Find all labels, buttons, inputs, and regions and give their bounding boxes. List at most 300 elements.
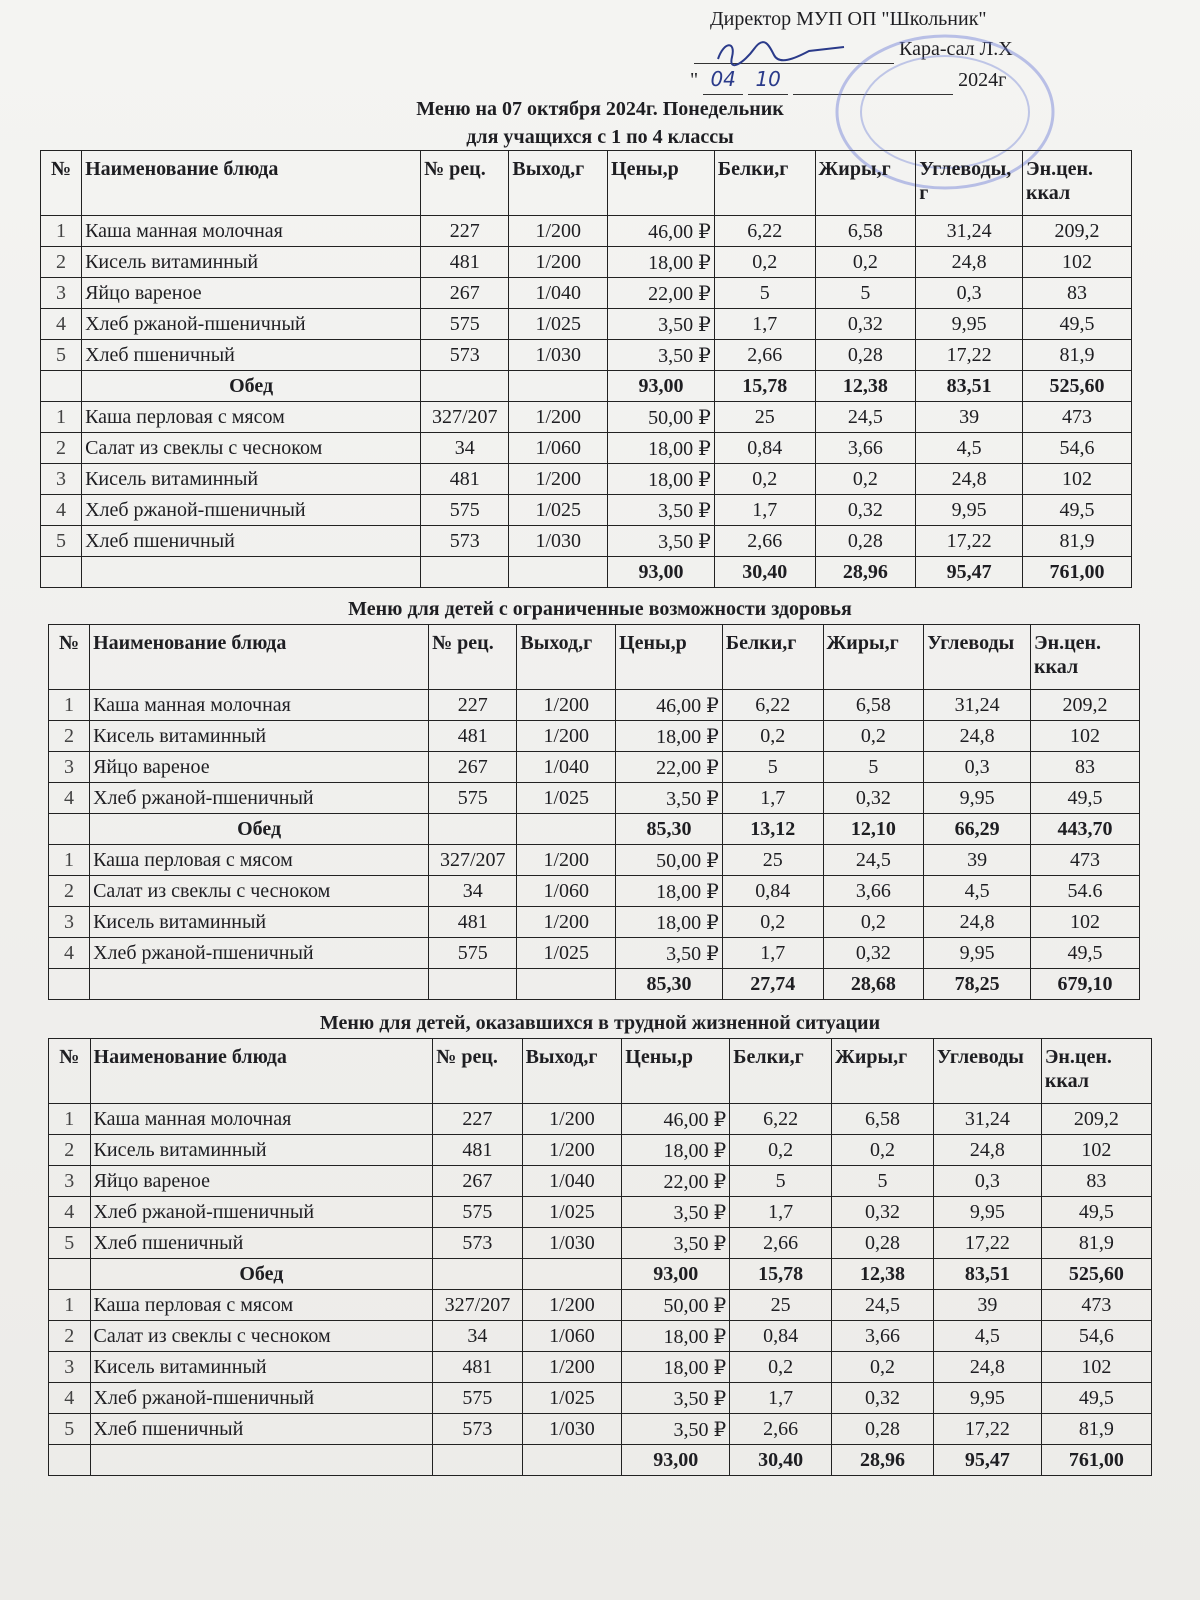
cell-out: 1/025 bbox=[509, 495, 608, 526]
cell-prot: 2,66 bbox=[714, 340, 815, 371]
total-prot: 30,40 bbox=[714, 557, 815, 588]
cell-n: 5 bbox=[49, 1414, 91, 1445]
cell-carb: 17,22 bbox=[933, 1228, 1041, 1259]
menu-table-limited-health bbox=[48, 624, 1140, 1000]
cell-out: 1/200 bbox=[509, 464, 608, 495]
cell-name: Хлеб ржаной-пшеничный bbox=[90, 1197, 433, 1228]
empty-cell bbox=[421, 371, 509, 402]
total-en: 761,00 bbox=[1023, 557, 1132, 588]
cell-prot: 2,66 bbox=[730, 1228, 832, 1259]
column-header: Углеводы bbox=[933, 1039, 1041, 1104]
cell-name: Хлеб ржаной-пшеничный bbox=[90, 783, 429, 814]
cell-carb: 4,5 bbox=[916, 433, 1023, 464]
cell-n: 2 bbox=[49, 1135, 91, 1166]
cell-fat: 0,28 bbox=[815, 526, 916, 557]
cell-prot: 0,84 bbox=[714, 433, 815, 464]
table-header-row bbox=[49, 625, 1140, 690]
cell-prot: 0,2 bbox=[722, 907, 823, 938]
cell-name: Каша манная молочная bbox=[90, 1104, 433, 1135]
cell-name: Хлеб ржаной-пшеничный bbox=[90, 938, 429, 969]
table-row bbox=[49, 845, 1140, 876]
table-row bbox=[49, 752, 1140, 783]
cell-price: 18,00 ₽ bbox=[616, 876, 723, 907]
cell-carb: 4,5 bbox=[924, 876, 1031, 907]
cell-prot: 2,66 bbox=[730, 1414, 832, 1445]
cell-out: 1/060 bbox=[517, 876, 616, 907]
cell-rec: 34 bbox=[433, 1321, 522, 1352]
cell-n: 3 bbox=[49, 1166, 91, 1197]
cell-price: 18,00 ₽ bbox=[616, 907, 723, 938]
cell-en: 102 bbox=[1031, 721, 1140, 752]
cell-rec: 227 bbox=[421, 216, 509, 247]
cell-prot: 0,2 bbox=[730, 1352, 832, 1383]
table-row bbox=[49, 1135, 1152, 1166]
cell-n: 1 bbox=[49, 1104, 91, 1135]
empty-cell bbox=[433, 1259, 522, 1290]
empty-cell bbox=[429, 814, 517, 845]
cell-name: Каша перловая с мясом bbox=[82, 402, 421, 433]
cell-en: 54,6 bbox=[1041, 1321, 1151, 1352]
cell-fat: 0,2 bbox=[823, 721, 924, 752]
date-day: 04 bbox=[703, 64, 743, 95]
cell-fat: 0,28 bbox=[832, 1414, 934, 1445]
cell-n: 1 bbox=[49, 1290, 91, 1321]
column-header: № bbox=[49, 625, 90, 690]
cell-fat: 0,28 bbox=[832, 1228, 934, 1259]
cell-fat: 24,5 bbox=[823, 845, 924, 876]
cell-fat: 6,58 bbox=[823, 690, 924, 721]
cell-en: 102 bbox=[1041, 1135, 1151, 1166]
cell-name: Кисель витаминный bbox=[90, 1135, 433, 1166]
cell-carb: 4,5 bbox=[933, 1321, 1041, 1352]
cell-rec: 481 bbox=[433, 1135, 522, 1166]
cell-fat: 24,5 bbox=[815, 402, 916, 433]
column-header: Цены,р bbox=[616, 625, 723, 690]
cell-price: 22,00 ₽ bbox=[622, 1166, 730, 1197]
total-price: 93,00 bbox=[622, 1445, 730, 1476]
cell-out: 1/025 bbox=[509, 309, 608, 340]
cell-rec: 575 bbox=[429, 938, 517, 969]
cell-name: Кисель витаминный bbox=[90, 907, 429, 938]
date-quote: " bbox=[690, 69, 699, 91]
cell-rec: 481 bbox=[421, 247, 509, 278]
total-fat: 28,96 bbox=[832, 1445, 934, 1476]
cell-en: 473 bbox=[1023, 402, 1132, 433]
table-row bbox=[41, 464, 1132, 495]
cell-name: Хлеб ржаной-пшеничный bbox=[82, 309, 421, 340]
total-price: 93,00 bbox=[622, 1259, 730, 1290]
cell-carb: 39 bbox=[924, 845, 1031, 876]
total-carb: 83,51 bbox=[933, 1259, 1041, 1290]
total-fat: 12,38 bbox=[815, 371, 916, 402]
cell-out: 1/200 bbox=[517, 845, 616, 876]
cell-price: 3,50 ₽ bbox=[622, 1228, 730, 1259]
cell-rec: 575 bbox=[421, 309, 509, 340]
cell-fat: 5 bbox=[815, 278, 916, 309]
empty-cell bbox=[429, 969, 517, 1000]
table-row bbox=[41, 247, 1132, 278]
cell-en: 49,5 bbox=[1041, 1197, 1151, 1228]
cell-prot: 6,22 bbox=[722, 690, 823, 721]
cell-prot: 1,7 bbox=[722, 938, 823, 969]
empty-cell bbox=[49, 814, 90, 845]
date-year: 2024г bbox=[958, 69, 1007, 91]
cell-en: 209,2 bbox=[1031, 690, 1140, 721]
cell-carb: 9,95 bbox=[924, 938, 1031, 969]
cell-prot: 1,7 bbox=[730, 1383, 832, 1414]
table-row bbox=[41, 402, 1132, 433]
empty-cell bbox=[41, 557, 82, 588]
total-prot: 27,74 bbox=[722, 969, 823, 1000]
cell-rec: 327/207 bbox=[429, 845, 517, 876]
cell-name: Хлеб пшеничный bbox=[90, 1414, 433, 1445]
cell-n: 4 bbox=[49, 1383, 91, 1414]
lunch-label: Обед bbox=[90, 814, 429, 845]
empty-cell bbox=[433, 1445, 522, 1476]
column-header: Белки,г bbox=[722, 625, 823, 690]
total-carb: 95,47 bbox=[916, 557, 1023, 588]
table-header-row bbox=[41, 151, 1132, 216]
cell-rec: 573 bbox=[433, 1228, 522, 1259]
total-price: 93,00 bbox=[608, 371, 715, 402]
table-row bbox=[49, 938, 1140, 969]
cell-out: 1/200 bbox=[522, 1352, 622, 1383]
menu-subtitle: для учащихся с 1 по 4 классы bbox=[466, 126, 734, 148]
cell-n: 2 bbox=[41, 433, 82, 464]
table-row bbox=[41, 340, 1132, 371]
cell-en: 209,2 bbox=[1041, 1104, 1151, 1135]
cell-out: 1/060 bbox=[509, 433, 608, 464]
cell-en: 81,9 bbox=[1041, 1228, 1151, 1259]
total-carb: 95,47 bbox=[933, 1445, 1041, 1476]
cell-rec: 267 bbox=[429, 752, 517, 783]
cell-n: 2 bbox=[49, 721, 90, 752]
signature-line bbox=[694, 45, 894, 64]
cell-name: Яйцо вареное bbox=[90, 752, 429, 783]
total-fat: 28,96 bbox=[815, 557, 916, 588]
date-month: 10 bbox=[748, 64, 788, 95]
cell-name: Каша перловая с мясом bbox=[90, 1290, 433, 1321]
cell-name: Яйцо вареное bbox=[82, 278, 421, 309]
cell-fat: 5 bbox=[832, 1166, 934, 1197]
empty-cell bbox=[49, 1445, 91, 1476]
cell-name: Кисель витаминный bbox=[90, 721, 429, 752]
cell-n: 2 bbox=[49, 876, 90, 907]
cell-fat: 0,32 bbox=[815, 309, 916, 340]
cell-n: 3 bbox=[49, 907, 90, 938]
cell-name: Хлеб ржаной-пшеничный bbox=[90, 1383, 433, 1414]
cell-rec: 327/207 bbox=[421, 402, 509, 433]
total-carb: 83,51 bbox=[916, 371, 1023, 402]
cell-out: 1/200 bbox=[509, 216, 608, 247]
cell-carb: 0,3 bbox=[924, 752, 1031, 783]
date-blank-line bbox=[793, 76, 953, 95]
cell-n: 3 bbox=[41, 278, 82, 309]
cell-out: 1/060 bbox=[522, 1321, 622, 1352]
cell-en: 83 bbox=[1023, 278, 1132, 309]
cell-carb: 24,8 bbox=[916, 464, 1023, 495]
cell-en: 102 bbox=[1023, 464, 1132, 495]
cell-rec: 575 bbox=[433, 1383, 522, 1414]
empty-cell bbox=[90, 969, 429, 1000]
column-header: Выход,г bbox=[509, 151, 608, 216]
cell-out: 1/030 bbox=[509, 340, 608, 371]
cell-en: 54,6 bbox=[1023, 433, 1132, 464]
column-header: Эн.цен. ккал bbox=[1023, 151, 1132, 216]
cell-price: 3,50 ₽ bbox=[616, 783, 723, 814]
total-carb: 66,29 bbox=[924, 814, 1031, 845]
empty-cell bbox=[509, 371, 608, 402]
column-header: Углеводы, г bbox=[916, 151, 1023, 216]
cell-n: 4 bbox=[49, 1197, 91, 1228]
column-header: Жиры,г bbox=[823, 625, 924, 690]
cell-fat: 3,66 bbox=[823, 876, 924, 907]
column-header: Наименование блюда bbox=[82, 151, 421, 216]
cell-carb: 9,95 bbox=[924, 783, 1031, 814]
cell-name: Каша манная молочная bbox=[90, 690, 429, 721]
cell-carb: 39 bbox=[933, 1290, 1041, 1321]
cell-prot: 25 bbox=[722, 845, 823, 876]
cell-name: Каша манная молочная bbox=[82, 216, 421, 247]
cell-prot: 5 bbox=[714, 278, 815, 309]
cell-name: Кисель витаминный bbox=[82, 464, 421, 495]
column-header: Выход,г bbox=[517, 625, 616, 690]
cell-price: 18,00 ₽ bbox=[608, 464, 715, 495]
cell-n: 5 bbox=[41, 340, 82, 371]
empty-cell bbox=[509, 557, 608, 588]
cell-out: 1/200 bbox=[517, 907, 616, 938]
cell-fat: 0,32 bbox=[823, 938, 924, 969]
subtotal-row bbox=[49, 814, 1140, 845]
total-prot: 15,78 bbox=[730, 1259, 832, 1290]
empty-cell bbox=[421, 557, 509, 588]
cell-en: 81,9 bbox=[1023, 340, 1132, 371]
table-row bbox=[49, 1228, 1152, 1259]
cell-carb: 31,24 bbox=[933, 1104, 1041, 1135]
cell-rec: 481 bbox=[429, 907, 517, 938]
cell-prot: 6,22 bbox=[730, 1104, 832, 1135]
empty-cell bbox=[41, 371, 82, 402]
cell-price: 46,00 ₽ bbox=[616, 690, 723, 721]
cell-out: 1/025 bbox=[517, 783, 616, 814]
cell-rec: 34 bbox=[429, 876, 517, 907]
cell-carb: 24,8 bbox=[933, 1352, 1041, 1383]
cell-en: 209,2 bbox=[1023, 216, 1132, 247]
empty-cell bbox=[517, 814, 616, 845]
cell-prot: 0,2 bbox=[722, 721, 823, 752]
total-en: 761,00 bbox=[1041, 1445, 1151, 1476]
column-header: Углеводы bbox=[924, 625, 1031, 690]
cell-out: 1/040 bbox=[522, 1166, 622, 1197]
total-price: 93,00 bbox=[608, 557, 715, 588]
cell-carb: 9,95 bbox=[916, 309, 1023, 340]
column-header: Жиры,г bbox=[815, 151, 916, 216]
cell-carb: 9,95 bbox=[933, 1383, 1041, 1414]
cell-en: 83 bbox=[1041, 1166, 1151, 1197]
cell-prot: 0,2 bbox=[730, 1135, 832, 1166]
cell-en: 102 bbox=[1031, 907, 1140, 938]
menu-title: Меню на 07 октября 2024г. Понедельник bbox=[416, 98, 784, 120]
subtotal-row bbox=[49, 1259, 1152, 1290]
cell-out: 1/040 bbox=[509, 278, 608, 309]
table-row bbox=[49, 1352, 1152, 1383]
table-row bbox=[41, 278, 1132, 309]
approval-signature-line bbox=[690, 34, 1080, 64]
empty-cell bbox=[90, 1445, 433, 1476]
cell-rec: 481 bbox=[421, 464, 509, 495]
cell-carb: 17,22 bbox=[916, 340, 1023, 371]
cell-rec: 573 bbox=[433, 1414, 522, 1445]
director-name: Кара-сал Л.Х bbox=[899, 38, 1013, 60]
cell-fat: 6,58 bbox=[832, 1104, 934, 1135]
total-price: 85,30 bbox=[616, 969, 723, 1000]
cell-en: 49,5 bbox=[1031, 938, 1140, 969]
cell-prot: 0,2 bbox=[714, 247, 815, 278]
cell-prot: 6,22 bbox=[714, 216, 815, 247]
cell-carb: 24,8 bbox=[933, 1135, 1041, 1166]
subtotal-row bbox=[41, 371, 1132, 402]
cell-prot: 1,7 bbox=[714, 309, 815, 340]
total-en: 525,60 bbox=[1041, 1259, 1151, 1290]
table-header-row bbox=[49, 1039, 1152, 1104]
cell-name: Хлеб пшеничный bbox=[82, 340, 421, 371]
lunch-label: Обед bbox=[90, 1259, 433, 1290]
cell-fat: 3,66 bbox=[815, 433, 916, 464]
cell-out: 1/200 bbox=[522, 1290, 622, 1321]
cell-out: 1/200 bbox=[517, 721, 616, 752]
cell-carb: 39 bbox=[916, 402, 1023, 433]
column-header: Белки,г bbox=[730, 1039, 832, 1104]
cell-out: 1/030 bbox=[509, 526, 608, 557]
menu-table-difficult-situation bbox=[48, 1038, 1152, 1476]
cell-out: 1/200 bbox=[522, 1104, 622, 1135]
cell-rec: 575 bbox=[421, 495, 509, 526]
cell-fat: 0,2 bbox=[823, 907, 924, 938]
approval-date bbox=[690, 64, 1080, 94]
cell-carb: 31,24 bbox=[916, 216, 1023, 247]
cell-name: Салат из свеклы с чесноком bbox=[90, 876, 429, 907]
total-row bbox=[41, 557, 1132, 588]
cell-carb: 0,3 bbox=[933, 1166, 1041, 1197]
cell-carb: 9,95 bbox=[916, 495, 1023, 526]
cell-en: 102 bbox=[1041, 1352, 1151, 1383]
cell-carb: 0,3 bbox=[916, 278, 1023, 309]
cell-fat: 0,2 bbox=[815, 464, 916, 495]
empty-cell bbox=[49, 969, 90, 1000]
cell-en: 102 bbox=[1023, 247, 1132, 278]
cell-en: 49,5 bbox=[1023, 495, 1132, 526]
column-header: Выход,г bbox=[522, 1039, 622, 1104]
cell-rec: 575 bbox=[433, 1197, 522, 1228]
cell-prot: 1,7 bbox=[730, 1197, 832, 1228]
menu-table-grades-1-4 bbox=[40, 150, 1132, 588]
cell-price: 3,50 ₽ bbox=[616, 938, 723, 969]
table-row bbox=[41, 526, 1132, 557]
total-prot: 30,40 bbox=[730, 1445, 832, 1476]
cell-n: 2 bbox=[49, 1321, 91, 1352]
cell-en: 49,5 bbox=[1041, 1383, 1151, 1414]
cell-prot: 0,84 bbox=[730, 1321, 832, 1352]
column-header: Жиры,г bbox=[832, 1039, 934, 1104]
total-price: 85,30 bbox=[616, 814, 723, 845]
approval-block bbox=[690, 4, 1080, 94]
cell-name: Салат из свеклы с чесноком bbox=[82, 433, 421, 464]
cell-carb: 17,22 bbox=[933, 1414, 1041, 1445]
cell-rec: 267 bbox=[433, 1166, 522, 1197]
cell-name: Салат из свеклы с чесноком bbox=[90, 1321, 433, 1352]
cell-rec: 481 bbox=[429, 721, 517, 752]
total-row bbox=[49, 969, 1140, 1000]
cell-n: 4 bbox=[49, 783, 90, 814]
cell-price: 22,00 ₽ bbox=[616, 752, 723, 783]
table-row bbox=[49, 1166, 1152, 1197]
cell-price: 3,50 ₽ bbox=[608, 309, 715, 340]
cell-carb: 17,22 bbox=[916, 526, 1023, 557]
total-en: 443,70 bbox=[1031, 814, 1140, 845]
total-fat: 12,10 bbox=[823, 814, 924, 845]
table-row bbox=[41, 433, 1132, 464]
cell-name: Кисель витаминный bbox=[82, 247, 421, 278]
cell-out: 1/030 bbox=[522, 1414, 622, 1445]
cell-rec: 481 bbox=[433, 1352, 522, 1383]
cell-name: Кисель витаминный bbox=[90, 1352, 433, 1383]
column-header: № рец. bbox=[429, 625, 517, 690]
column-header: № рец. bbox=[433, 1039, 522, 1104]
cell-n: 1 bbox=[49, 845, 90, 876]
cell-prot: 25 bbox=[714, 402, 815, 433]
cell-rec: 573 bbox=[421, 526, 509, 557]
cell-out: 1/025 bbox=[517, 938, 616, 969]
cell-carb: 24,8 bbox=[916, 247, 1023, 278]
table-row bbox=[49, 721, 1140, 752]
cell-en: 49,5 bbox=[1031, 783, 1140, 814]
cell-price: 18,00 ₽ bbox=[622, 1135, 730, 1166]
cell-rec: 267 bbox=[421, 278, 509, 309]
cell-fat: 0,32 bbox=[832, 1197, 934, 1228]
table-row bbox=[49, 690, 1140, 721]
cell-n: 1 bbox=[49, 690, 90, 721]
cell-en: 49,5 bbox=[1023, 309, 1132, 340]
cell-fat: 0,28 bbox=[815, 340, 916, 371]
cell-fat: 24,5 bbox=[832, 1290, 934, 1321]
table-row bbox=[41, 495, 1132, 526]
cell-en: 81,9 bbox=[1041, 1414, 1151, 1445]
column-header: Эн.цен. ккал bbox=[1041, 1039, 1151, 1104]
column-header: Цены,р bbox=[622, 1039, 730, 1104]
cell-price: 18,00 ₽ bbox=[608, 433, 715, 464]
cell-price: 3,50 ₽ bbox=[608, 340, 715, 371]
column-header: Наименование блюда bbox=[90, 625, 429, 690]
section-title-difficult-situation: Меню для детей, оказавшихся в трудной жизненной ситуации bbox=[319, 1012, 881, 1034]
empty-cell bbox=[517, 969, 616, 1000]
cell-out: 1/200 bbox=[517, 690, 616, 721]
cell-rec: 327/207 bbox=[433, 1290, 522, 1321]
cell-carb: 9,95 bbox=[933, 1197, 1041, 1228]
cell-prot: 0,84 bbox=[722, 876, 823, 907]
cell-rec: 573 bbox=[421, 340, 509, 371]
cell-out: 1/030 bbox=[522, 1228, 622, 1259]
cell-price: 18,00 ₽ bbox=[622, 1352, 730, 1383]
cell-out: 1/025 bbox=[522, 1383, 622, 1414]
cell-en: 473 bbox=[1041, 1290, 1151, 1321]
cell-price: 3,50 ₽ bbox=[622, 1414, 730, 1445]
section-title-limited-health: Меню для детей с ограниченные возможности здоровья bbox=[348, 598, 852, 620]
cell-n: 3 bbox=[49, 1352, 91, 1383]
cell-fat: 0,2 bbox=[815, 247, 916, 278]
cell-prot: 1,7 bbox=[714, 495, 815, 526]
empty-cell bbox=[82, 557, 421, 588]
cell-name: Хлеб пшеничный bbox=[82, 526, 421, 557]
